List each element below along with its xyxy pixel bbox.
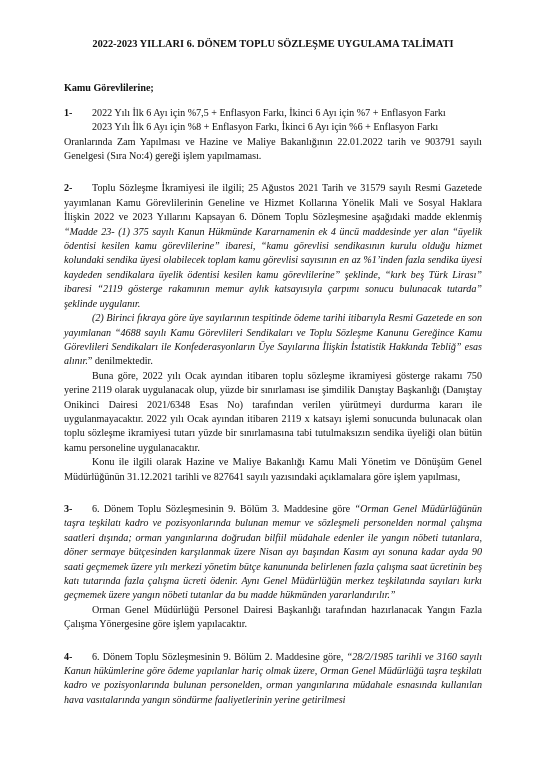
item-3-paragraph-2: Orman Genel Müdürlüğü Personel Dairesi Başkanlığı tarafından hazırlanacak Yangın Fazla Çalışma Yönergesine göre işlem yapılacaktır. [64,604,482,631]
item-1-rest: Oranlarında Zam Yapılması ve Hazine ve Maliye Bakanlığının 22.01.2022 tarih ve 903791 sayılı Genelgesi (Sıra No:4) gereği işlem yapılmaması. [64,136,482,163]
item-number: 4- [64,651,73,663]
item-2-quote-end: ” denilmektedir. [87,356,153,368]
item-4 [64,651,482,709]
item-2 [64,182,482,485]
item-3-quote: “Orman Genel Müdürlüğünün taşra teşkilatı kadro ve pozisyonlarında bulunan memur ve sözleşmeli personelden normal çalışma saatleri dışında; orman yangınlarına doğrudan bilfiil müdahale edenler ile yangın nöbeti tutanlara, döner sermaye bütçesinden karşılanmak üzere Nisan ayı başından Kasım ayı sonuna kadar ayda 90 saati geçmemek üzere yılı merkezi yönetim bütçe kanununda belirlenen fazla çalışma saat ücretinin beş katı tutarında fazla çalışma ücreti ödenir. Aynı Genel Müdürlüğün merkez teşkilatında sayıları kırkı geçmemek üzere yangın nöbeti tutanlar da bu madde hükmünden yararlandırılır.” [64,503,482,602]
section-heading: Kamu Görevlilerine; [64,83,154,95]
document-page [64,38,482,716]
item-4-quote: “28/2/1985 tarihli ve 3160 sayılı Kanun hükümlerine göre ödeme yapılanlar hariç olmak üzere, Orman Genel Müdürlüğü taşra teşkilatı kadro ve pozisyonlarında bulunan personelden, orman yangınlarına müdahale esnasında kullanılan hava vasıtalarında yangın söndürme faaliyetlerinin yerine getirilmesi [64,651,482,706]
item-2-quote-2: (2) Birinci fıkraya göre üye sayılarının tespitinde ödeme tarihi itibarıyla Resmi Gazetede en son yayımlanan “4688 sayılı Kamu Görevlileri Sendikaları ve Toplu Sözleşme Kanunu Gereğince Kamu Görevlileri Sendikaları ile Konfederasyonların Üye Sayılarına İlişkin İstatistik Hakkında Tebliğ” esas alınır. [64,313,482,368]
item-2-paragraph-4: Konu ile ilgili olarak Hazine ve Maliye Bakanlığı Kamu Mali Yönetim ve Dönüşüm Genel Müdürlüğünün 31.12.2021 tarihli ve 827641 sayılı yazısındaki açıklamalara göre işlem yapılması, [64,457,482,483]
item-number: 1- [64,107,73,119]
item-1-line-2: 2023 Yılı İlk 6 Ayı için %8 + Enflasyon Farkı, İkinci 6 Ayı için %6 + Enflasyon Farkı [92,122,439,134]
item-number: 3- [64,503,73,515]
item-2-paragraph-3: Buna göre, 2022 yılı Ocak ayından itibaren toplu sözleşme ikramiyesi gösterge rakamı 750 yerine 2119 olarak uygulanacak olup, yüzde bir sınırlaması ise şimdilik Danıştay Başkanlığı (Danıştay Onikinci Dairesi 2021/6348 Esas No) tarafından verilen yürütmeyi durdurma kararı ile uygulanmayacaktır. 2022 yılı Ocak ayından itibaren 2119 x katsayı işlemi sonucunda bulunacak olan toplu sözleşme ikramiyesi tutarı yüzde bir sınırlamasına tabi tutulmaksızın sendika üyeliği olan bütün kamu personeline uygulanacaktır. [64,370,482,454]
item-number: 2- [64,183,73,195]
item-1-line-1: 2022 Yılı İlk 6 Ayı için %7,5 + Enflasyon Farkı, İkinci 6 Ayı için %7 + Enflasyon Farkı [92,107,446,119]
item-3 [64,503,482,633]
item-2-intro: Toplu Sözleşme İkramiyesi ile ilgili; 25 Ağustos 2021 Tarih ve 31579 sayılı Resmi Gazetede yayımlanan Kamu Görevlilerinin Geneline ve Hizmet Kollarına Yönelik Mali ve Sosyal Haklara İlişkin 2022 ve 2023 Yıllarını Kapsayan 6. Dönem Toplu Sözleşmesine aşağıdaki madde eklenmiş [64,183,482,224]
item-1 [64,107,482,165]
item-3-paragraph-1 [64,503,482,604]
item-2-paragraph-2 [64,312,482,370]
item-2-quote-1: “Madde 23- (1) 375 sayılı Kanun Hükmünde Kararnamenin ek 4 üncü maddesinde yer alan “üyelik ödentisi kesilen kamu görevlilerine” ibaresi, “kamu görevlisi sendikasının kurulu olduğu hizmet kolundaki sendika üyesi olabilecek toplam kamu görevlisi sayısının en az %1’inden fazla sendika üyesi kaydeden sendikalara üyelik ödentisi kesilen kamu görevlilerine” şeklinde, “kırk beş Türk Lirası” ibaresi “2119 gösterge rakamının memur aylık katsayısıyla çarpımı sonucu bulunacak tutarda” şeklinde uygulanır. [64,226,482,310]
item-3-intro: 6. Dönem Toplu Sözleşmesinin 9. Bölüm 3. Maddesine göre [92,503,355,515]
document-title: 2022-2023 YILLARI 6. DÖNEM TOPLU SÖZLEŞME UYGULAMA TALİMATI [92,39,454,50]
item-4-intro: 6. Dönem Toplu Sözleşmesinin 9. Bölüm 2. Maddesine göre, [92,651,347,663]
item-4-paragraph-1 [64,651,482,709]
item-2-paragraph-1 [64,182,482,312]
